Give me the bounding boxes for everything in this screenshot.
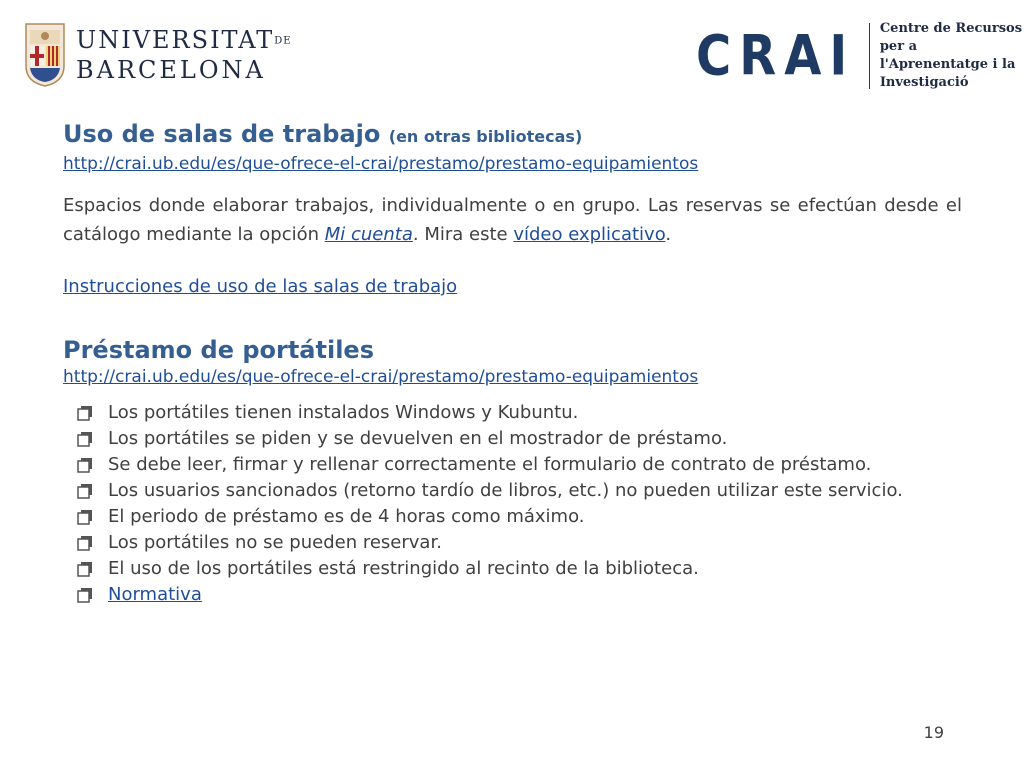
checkbox-bullet-icon <box>77 587 93 603</box>
list-item: Los portátiles tienen instalados Windows y Kubuntu. <box>77 400 962 426</box>
video-explicativo-link[interactable]: vídeo explicativo <box>513 224 666 245</box>
page-number: 19 <box>923 723 944 742</box>
section1-url-link[interactable]: http://crai.ub.edu/es/que-ofrece-el-crai/prestamo/prestamo-equipamientos <box>63 154 699 174</box>
section2-url-link[interactable]: http://crai.ub.edu/es/que-ofrece-el-crai/prestamo/prestamo-equipamientos <box>63 367 699 387</box>
mi-cuenta-link[interactable]: Mi cuenta <box>324 224 413 245</box>
slide-content <box>63 118 963 608</box>
section1-title: Uso de salas de trabajo <box>63 120 381 148</box>
para-part3: . <box>665 224 672 245</box>
checkbox-bullet-icon <box>77 457 93 473</box>
list-item: Los portátiles se piden y se devuelven en el mostrador de préstamo. <box>77 426 962 452</box>
checkbox-bullet-icon <box>77 405 93 421</box>
checkbox-bullet-icon <box>77 509 93 525</box>
section1-subtitle: (en otras bibliotecas) <box>388 127 583 146</box>
crai-desc-line2: l'Aprenentatge i la Investigació <box>879 57 1016 90</box>
section1-heading <box>63 118 963 153</box>
ub-logo <box>24 22 292 88</box>
crai-wordmark: CRAI <box>696 23 856 89</box>
ub-line2: BARCELONA <box>76 55 266 84</box>
checkbox-bullet-icon <box>77 483 93 499</box>
list-item: Los usuarios sancionados (retorno tardío de libros, etc.) no pueden utilizar este servicio. <box>77 478 962 504</box>
section2-title: Préstamo de portátiles <box>63 336 374 364</box>
checkbox-bullet-icon <box>77 561 93 577</box>
list-item: Se debe leer, firmar y rellenar correctamente el formulario de contrato de préstamo. <box>77 452 962 478</box>
list-item: El periodo de préstamo es de 4 horas como máximo. <box>77 504 962 530</box>
crai-logo <box>696 20 1024 92</box>
list-item: El uso de los portátiles está restringido al recinto de la biblioteca. <box>77 556 962 582</box>
checkbox-bullet-icon <box>77 535 93 551</box>
ub-line1: UNIVERSITAT <box>76 26 275 54</box>
ub-line1-suffix: DE <box>274 35 292 47</box>
para-part2: . Mira este <box>412 224 514 245</box>
normativa-link[interactable]: Normativa <box>108 584 202 605</box>
ub-shield-icon <box>24 22 66 88</box>
para-part1: Espacios donde elaborar trabajos, individualmente o en grupo. Las reservas se efectúan desde el catálogo mediante la opción <box>63 195 962 245</box>
bullet-list <box>77 400 962 608</box>
list-item: Los portátiles no se pueden reservar. <box>77 530 962 556</box>
list-item <box>77 582 962 608</box>
checkbox-bullet-icon <box>77 431 93 447</box>
instrucciones-link[interactable]: Instrucciones de uso de las salas de trabajo <box>63 276 458 297</box>
section1-paragraph <box>63 191 962 249</box>
crai-divider <box>869 23 870 89</box>
crai-desc-line1: Centre de Recursos per a <box>879 21 1023 54</box>
